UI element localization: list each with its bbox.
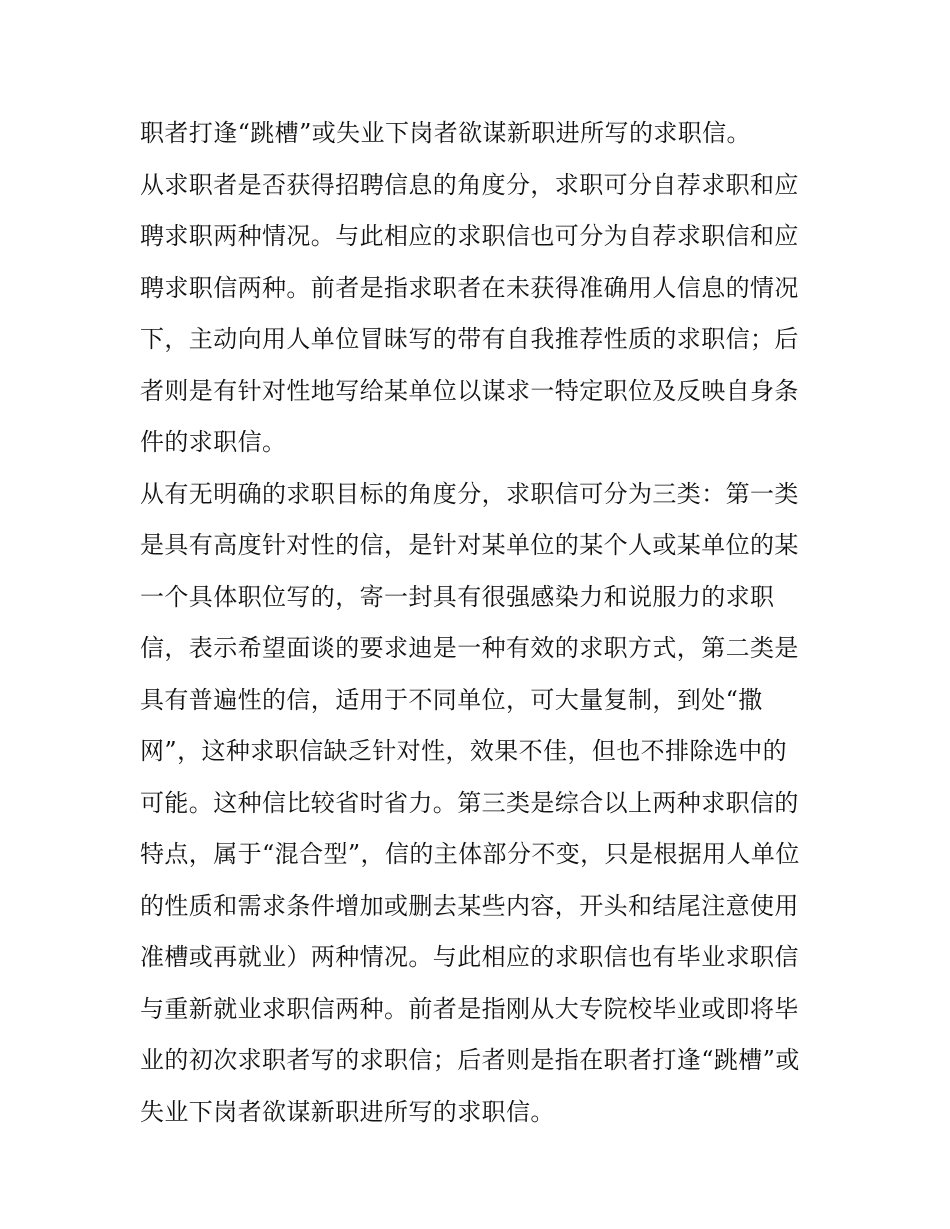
text-line: 从有无明确的求职目标的角度分，求职信可分为三类：第一类 bbox=[140, 479, 799, 508]
text-line: 者则是有针对性地写给某单位以谋求一特定职位及反映自身条 bbox=[140, 376, 799, 405]
text-line: 职者打逢“跳槽”或失业下岗者欲谋新职进所写的求职信。 bbox=[140, 119, 751, 147]
text-line: 聘求职两种情况。与此相应的求职信也可分为自荐求职信和应 bbox=[140, 222, 799, 250]
text-line: 准槽或再就业）两种情况。与此相应的求职信也有毕业求职信 bbox=[140, 943, 799, 971]
text-line: 下，主动向用人单位冒昧写的带有自我推荐性质的求职信；后 bbox=[140, 325, 799, 353]
text-line: 一个具体职位写的，寄一封具有很强感染力和说服力的求职 bbox=[140, 582, 775, 611]
text-line: 是具有高度针对性的信，是针对某单位的某个人或某单位的某 bbox=[140, 531, 799, 559]
text-line: 业的初次求职者写的求职信；后者则是指在职者打逢“跳槽”或 bbox=[140, 1046, 800, 1074]
body-text bbox=[140, 108, 820, 1138]
text-line: 信，表示希望面谈的要求迪是一种有效的求职方式，第二类是 bbox=[140, 634, 799, 662]
text-line: 聘求职信两种。前者是指求职者在未获得准确用人信息的情况 bbox=[140, 273, 799, 302]
text-line: 具有普遍性的信，适用于不同单位，可大量复制，到处“撒 bbox=[140, 685, 763, 714]
text-line: 与重新就业求职信两种。前者是指刚从大专院校毕业或即将毕 bbox=[140, 994, 799, 1023]
text-line: 网”，这种求职信缺乏针对性，效果不佳，但也不排除选中的 bbox=[140, 737, 788, 765]
text-line: 从求职者是否获得招聘信息的角度分，求职可分自荐求职和应 bbox=[140, 170, 799, 199]
text-line: 可能。这种信比较省时省力。第三类是综合以上两种求职信的 bbox=[140, 788, 799, 817]
text-line: 特点，属于“混合型”，信的主体部分不变，只是根据用人单位 bbox=[140, 840, 800, 868]
text-line: 的性质和需求条件增加或删去某些内容，开头和结尾注意使用 bbox=[140, 891, 799, 920]
text-line: 失业下岗者欲谋新职进所写的求职信。 bbox=[140, 1097, 555, 1126]
text-line: 件的求职信。 bbox=[140, 428, 287, 456]
